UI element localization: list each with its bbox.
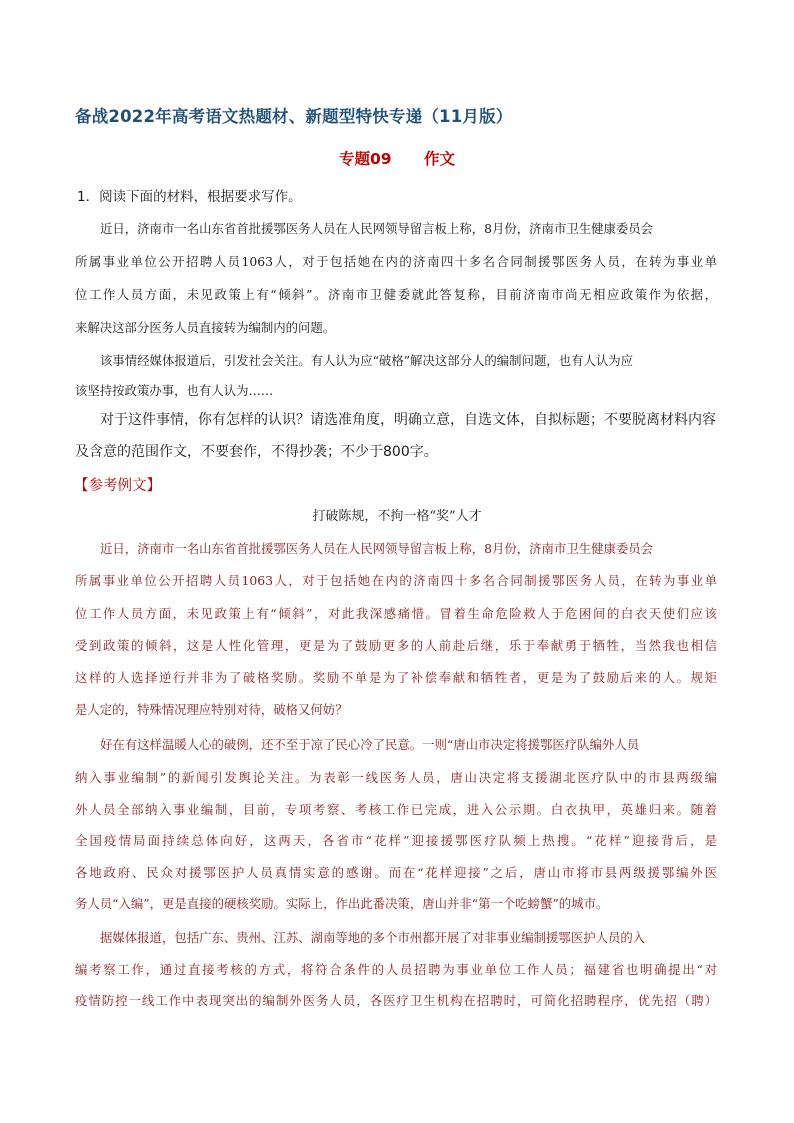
essay-line: 外人员全部纳入事业编制，目前，专项考察、考核工作已完成，进入公示期。白衣执甲，英雄归来。随着 [75, 802, 717, 817]
material-line: 该事情经媒体报道后，引发社会关注。有人认为应“破格”解决这部分人的编制问题，也有人认为应 [100, 353, 634, 368]
task-requirement-line: 对于这件事情，你有怎样的认识？请选准角度，明确立意，自选文体，自拟标题；不要脱离材料内容 [100, 412, 716, 428]
essay-line: 纳入事业编制”的新闻引发舆论关注。为表彰一线医务人员，唐山决定将支援湖北医疗队中的市县两级编 [75, 770, 717, 785]
material-line: 来解决这部分医务人员直接转为编制内的问题。 [75, 320, 336, 335]
material-line: 所属事业单位公开招聘人员1063人，对于包括她在内的济南四十多名合同制援鄂医务人员，在转为事业单 [75, 254, 717, 269]
essay-line: 编考察工作，通过直接考核的方式，将符合条件的人员招聘为事业单位工作人员；福建省也明确提出“对 [75, 962, 717, 977]
essay-line: 好在有这样温暖人心的破例，还不至于凉了民心冷了民意。一则“唐山市决定将援鄂医疗队编外人员 [100, 737, 640, 752]
question-intro: 1．阅读下面的材料，根据要求写作。 [77, 189, 302, 205]
reference-essay-label: 【参考例文】 [74, 478, 161, 494]
essay-line: 据媒体报道，包括广东、贵州、江苏、湖南等地的多个市州都开展了对非事业编制援鄂医护人员的入 [100, 930, 646, 945]
task-requirement-line: 及含意的范围作文，不要套作，不得抄袭；不少于800字。 [75, 444, 438, 460]
essay-line: 务人员“入编”，更是直接的硬核奖励。实际上，作出此番决策，唐山并非“第一个吃螃蟹”的城市。 [75, 896, 609, 911]
essay-line: 是人定的，特殊情况理应特别对待，破格又何妨？ [75, 702, 348, 717]
essay-line: 全国疫情局面持续总体向好，这两天，各省市“花样”迎接援鄂医疗队频上热搜。“花样”迎接背后，是 [75, 833, 717, 848]
section-title: 专题09 作文 [339, 150, 455, 168]
material-line: 位工作人员方面，未见政策上有“倾斜”。济南市卫健委就此答复称，目前济南市尚无相应政策作为依据， [75, 287, 717, 302]
essay-line: 疫情防控一线工作中表现突出的编制外医务人员，各医疗卫生机构在招聘时，可简化招聘程序，优先招（聘） [75, 993, 717, 1008]
document-header-title: 备战2022年高考语文热题材、新题型特快专递（11月版） [75, 107, 513, 126]
essay-title: 打破陈规，不拘一格“奖”人才 [312, 509, 482, 524]
essay-line: 所属事业单位公开招聘人员1063人，对于包括她在内的济南四十多名合同制援鄂医务人员，在转为事业单 [75, 573, 717, 588]
essay-line: 位工作人员方面，未见政策上有“倾斜”，对此我深感痛惜。冒着生命危险救人于危困间的白衣天使们应该 [75, 606, 717, 621]
essay-line: 各地政府、民众对援鄂医护人员真情实意的感谢。而在“花样迎接”之后，唐山市将市县两级援鄂编外医 [75, 865, 717, 880]
material-line: 该坚持按政策办事，也有人认为…… [75, 383, 274, 398]
essay-line: 这样的人选择逆行并非为了破格奖励。奖励不单是为了补偿奉献和牺牲者，更是为了鼓励后来的人。规矩 [75, 670, 717, 685]
essay-line: 受到政策的倾斜，这是人性化管理，更是为了鼓励更多的人前赴后继，乐于奉献勇于牺牲，当然我也相信 [75, 638, 717, 653]
essay-line: 近日，济南市一名山东省首批援鄂医务人员在人民网领导留言板上称，8月份，济南市卫生健康委员会 [100, 541, 654, 556]
material-line: 近日，济南市一名山东省首批援鄂医务人员在人民网领导留言板上称，8月份，济南市卫生健康委员会 [100, 221, 654, 236]
